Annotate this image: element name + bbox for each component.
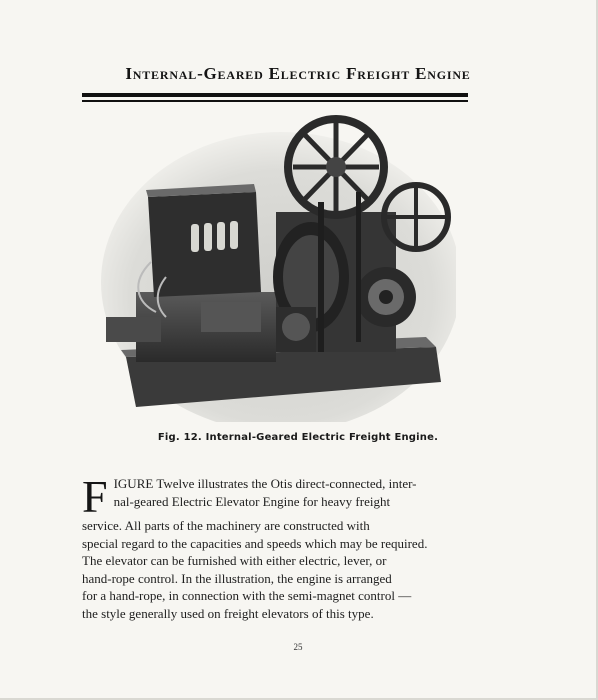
paragraph-line: the style generally used on freight elevators of this type. [82,605,374,621]
paragraph-line: special regard to the capacities and speeds which may be required. [82,535,428,551]
page-title: Internal-Geared Electric Freight Engine [125,64,471,83]
paragraph-line: for a hand-rope, in connection with the semi-magnet control — [82,588,412,603]
body-paragraph [82,471,470,622]
drop-cap: F [82,471,108,522]
paragraph-line: service. All parts of the machinery are constructed with [82,518,370,533]
paragraph-line: nal-geared Electric Elevator Engine for heavy freight [113,493,391,509]
title-rule-thin [82,100,468,102]
page-number: 25 [293,642,303,652]
paragraph-line: The elevator can be furnished with either electric, lever, or [82,553,387,568]
title-rule-thick [82,93,468,97]
paragraph-line: hand-rope control. In the illustration, the engine is arranged [82,570,392,586]
figure-caption: Fig. 12. Internal-Geared Electric Freight Engine. [157,432,439,443]
paragraph-line: IGURE Twelve illustrates the Otis direct-connected, inter- [113,476,417,491]
freight-engine-illustration [96,112,456,422]
